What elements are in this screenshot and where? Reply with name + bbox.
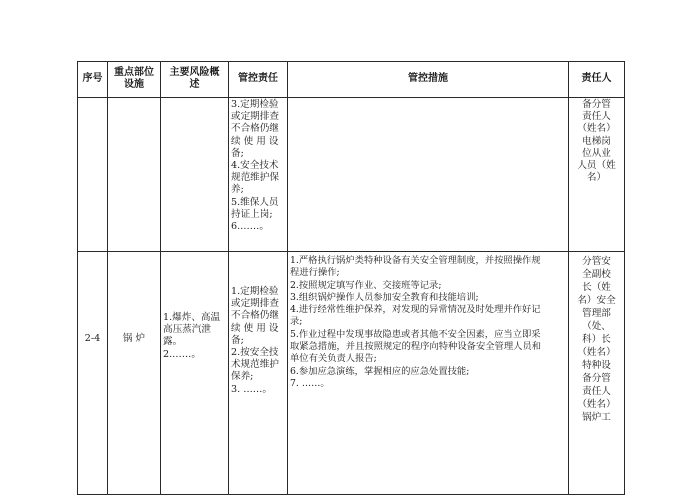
header-responsibility: 管控责任 — [238, 73, 278, 84]
column-border — [107, 61, 108, 495]
header-measures: 管控措施 — [408, 73, 448, 84]
column-border — [77, 61, 78, 495]
row1-person: 备分管 责任人 （姓名） 电梯岗 位从业 人员（姓 名） — [577, 99, 616, 184]
column-border — [624, 61, 625, 495]
header-person: 责任人 — [581, 73, 612, 84]
row2-person: 分管安 全副校 长（姓 名）安全 管理部 （处、 科）长 （姓名） 特种设 备分管 责任人 （姓名） 锅炉工 — [577, 256, 616, 423]
header-risk: 主要风险概 述 — [169, 67, 220, 90]
row2-measures: 1.严格执行锅炉类特种设备有关安全管理制度，并按照操作规 程进行操作; 2.按照规定填写作业、交接班等记录; 3.组织锅炉操作人员参加安全教育和技能培训; 4.进行经常性维护保养，对发现的异常情况及时处理并作好记 录; 5.作业过程中发现事故隐患或者其他不安全因素，应当立即采 取紧急措施，并且按照规定的程序向特种设备安全管理人员和 单位有关负责人报告; 6.参加应急演练，掌握相应的应急处置技能; 7. ……。 — [290, 255, 542, 389]
row2-location: 锅 炉 — [122, 333, 146, 344]
header-index: 序号 — [82, 73, 103, 84]
column-border — [228, 61, 229, 495]
column-border — [160, 61, 161, 495]
header-location: 重点部位 设施 — [114, 67, 154, 90]
row1-responsibility: 3.定期检验 或定期排查 不合格仍继 续 使 用 设 备; 4.安全技术 规范维护保 养; 5.维保人员 持证上岗; 6.……。 — [231, 99, 279, 233]
row2-responsibility: 1.定期检验 或定期排查 不合格仍继 续 使 用 设 备; 2.按安全技 术规范维护 保养; 3. ……。 — [231, 286, 279, 395]
row2-risk: 1.爆炸、高温 高压蒸汽泄 露。 2.……。 — [163, 312, 221, 360]
column-border — [287, 61, 288, 495]
row2-index: 2-4 — [84, 333, 101, 344]
